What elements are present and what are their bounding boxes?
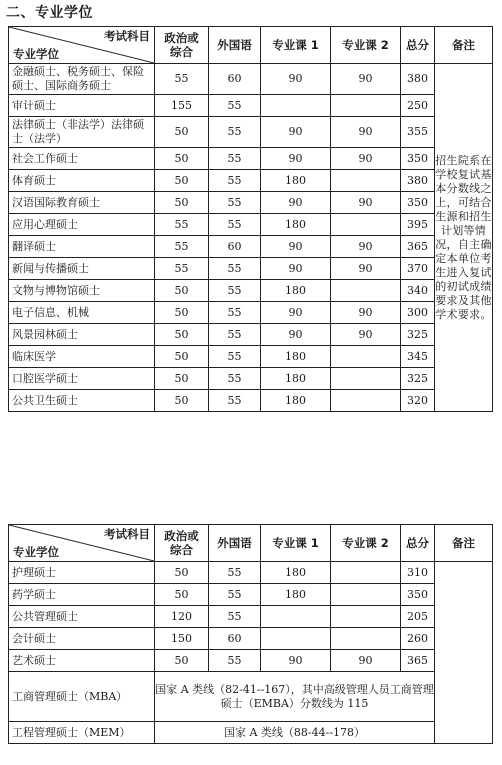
total-score: 250 — [401, 95, 435, 117]
foreign-score: 55 — [209, 95, 261, 117]
major1-score: 180 — [261, 280, 331, 302]
politics-score: 55 — [155, 214, 209, 236]
table-row — [9, 117, 493, 148]
total-score: 355 — [401, 117, 435, 148]
score-table-2 — [8, 524, 493, 744]
foreign-score: 55 — [209, 606, 261, 628]
foreign-score: 55 — [209, 170, 261, 192]
table-row — [9, 280, 493, 302]
major2-score — [331, 390, 401, 412]
foreign-score: 55 — [209, 650, 261, 672]
politics-score: 150 — [155, 628, 209, 650]
table-row — [9, 562, 493, 584]
major2-score: 90 — [331, 148, 401, 170]
foreign-score: 55 — [209, 390, 261, 412]
table-row-mem — [9, 722, 493, 744]
major2-score — [331, 584, 401, 606]
table-row — [9, 650, 493, 672]
total-score: 365 — [401, 236, 435, 258]
total-score: 310 — [401, 562, 435, 584]
header-total: 总分 — [401, 525, 435, 562]
degree-name: 会计硕士 — [9, 628, 155, 650]
politics-score: 50 — [155, 584, 209, 606]
total-score: 395 — [401, 214, 435, 236]
total-score: 260 — [401, 628, 435, 650]
degree-name: 金融硕士、税务硕士、保险硕士、国际商务硕士 — [9, 64, 155, 95]
foreign-score: 55 — [209, 562, 261, 584]
table-row — [9, 192, 493, 214]
mba-note: 国家 A 类线（82-41--167），其中高级管理人员工商管理硕士（EMBA）分数线为 115 — [155, 672, 435, 722]
major2-score — [331, 562, 401, 584]
degree-name: 文物与博物馆硕士 — [9, 280, 155, 302]
header-major1: 专业课 1 — [261, 27, 331, 64]
major1-score: 180 — [261, 390, 331, 412]
total-score: 350 — [401, 584, 435, 606]
table-row — [9, 346, 493, 368]
degree-name: 公共管理硕士 — [9, 606, 155, 628]
major1-score: 180 — [261, 170, 331, 192]
header-remark: 备注 — [435, 525, 493, 562]
header-politics: 政治或综合 — [155, 27, 209, 64]
table-row — [9, 368, 493, 390]
table-row-mba — [9, 672, 493, 722]
politics-score: 50 — [155, 562, 209, 584]
foreign-score: 55 — [209, 302, 261, 324]
politics-score: 50 — [155, 324, 209, 346]
table-row — [9, 628, 493, 650]
subject-label: 考试科目 — [104, 527, 150, 541]
foreign-score: 60 — [209, 628, 261, 650]
header-foreign: 外国语 — [209, 27, 261, 64]
foreign-score: 60 — [209, 64, 261, 95]
table-row — [9, 258, 493, 280]
major1-score: 90 — [261, 64, 331, 95]
degree-name: 护理硕士 — [9, 562, 155, 584]
major1-score — [261, 606, 331, 628]
total-score: 380 — [401, 64, 435, 95]
degree-name: 汉语国际教育硕士 — [9, 192, 155, 214]
major2-score — [331, 95, 401, 117]
major2-score: 90 — [331, 64, 401, 95]
major1-score: 180 — [261, 214, 331, 236]
politics-score: 50 — [155, 368, 209, 390]
header-diagonal-cell — [9, 27, 155, 64]
table-header-row — [9, 27, 493, 64]
total-score: 345 — [401, 346, 435, 368]
major1-score: 90 — [261, 236, 331, 258]
total-score: 350 — [401, 192, 435, 214]
degree-name: 公共卫生硕士 — [9, 390, 155, 412]
foreign-score: 55 — [209, 117, 261, 148]
table-row — [9, 236, 493, 258]
major1-score — [261, 95, 331, 117]
table-row — [9, 390, 493, 412]
total-score: 320 — [401, 390, 435, 412]
degree-name: 翻译硕士 — [9, 236, 155, 258]
table-row — [9, 584, 493, 606]
major1-score: 90 — [261, 302, 331, 324]
politics-score: 50 — [155, 302, 209, 324]
total-score: 365 — [401, 650, 435, 672]
total-score: 205 — [401, 606, 435, 628]
score-table-1 — [8, 26, 493, 412]
politics-score: 55 — [155, 236, 209, 258]
degree-name: 临床医学 — [9, 346, 155, 368]
total-score: 350 — [401, 148, 435, 170]
politics-score: 50 — [155, 170, 209, 192]
degree-name: 工程管理硕士（MEM） — [9, 722, 155, 744]
major1-score: 180 — [261, 584, 331, 606]
remark-text: 招生院系在学校复试基本分数线之上，可结合生源和招生计划等情况，自主确定本单位考生进入复试的初试成绩要求及其他学术要求。 — [435, 64, 493, 412]
degree-label: 专业学位 — [13, 47, 59, 61]
major1-score: 180 — [261, 368, 331, 390]
major1-score: 90 — [261, 192, 331, 214]
total-score: 325 — [401, 324, 435, 346]
major2-score — [331, 170, 401, 192]
foreign-score: 60 — [209, 236, 261, 258]
major2-score — [331, 368, 401, 390]
politics-score: 55 — [155, 258, 209, 280]
section-title: 二、专业学位 — [6, 5, 93, 21]
subject-label: 考试科目 — [104, 29, 150, 43]
header-foreign: 外国语 — [209, 525, 261, 562]
total-score: 325 — [401, 368, 435, 390]
major2-score — [331, 628, 401, 650]
major1-score: 90 — [261, 258, 331, 280]
total-score: 340 — [401, 280, 435, 302]
politics-score: 50 — [155, 117, 209, 148]
major2-score — [331, 346, 401, 368]
foreign-score: 55 — [209, 192, 261, 214]
header-major2: 专业课 2 — [331, 27, 401, 64]
degree-label: 专业学位 — [13, 545, 59, 559]
degree-name: 体育硕士 — [9, 170, 155, 192]
mem-note: 国家 A 类线（88-44--178） — [155, 722, 435, 744]
major1-score: 90 — [261, 650, 331, 672]
politics-score: 155 — [155, 95, 209, 117]
politics-score: 50 — [155, 192, 209, 214]
total-score: 300 — [401, 302, 435, 324]
degree-name: 电子信息、机械 — [9, 302, 155, 324]
degree-name: 风景园林硕士 — [9, 324, 155, 346]
remark-cell — [435, 562, 493, 744]
table-row — [9, 148, 493, 170]
major2-score — [331, 280, 401, 302]
politics-score: 120 — [155, 606, 209, 628]
major1-score: 90 — [261, 117, 331, 148]
header-total: 总分 — [401, 27, 435, 64]
politics-score: 50 — [155, 650, 209, 672]
table-row — [9, 95, 493, 117]
major1-score: 180 — [261, 562, 331, 584]
major1-score: 180 — [261, 346, 331, 368]
major1-score — [261, 628, 331, 650]
major2-score — [331, 606, 401, 628]
table-row — [9, 606, 493, 628]
degree-name: 艺术硕士 — [9, 650, 155, 672]
total-score: 380 — [401, 170, 435, 192]
degree-name: 法律硕士（非法学）法律硕士（法学） — [9, 117, 155, 148]
header-major1: 专业课 1 — [261, 525, 331, 562]
major2-score: 90 — [331, 650, 401, 672]
major2-score: 90 — [331, 324, 401, 346]
foreign-score: 55 — [209, 280, 261, 302]
table-row — [9, 302, 493, 324]
table-header-row — [9, 525, 493, 562]
major2-score: 90 — [331, 117, 401, 148]
major2-score — [331, 214, 401, 236]
degree-name: 药学硕士 — [9, 584, 155, 606]
header-remark: 备注 — [435, 27, 493, 64]
degree-name: 社会工作硕士 — [9, 148, 155, 170]
foreign-score: 55 — [209, 324, 261, 346]
politics-score: 50 — [155, 148, 209, 170]
major1-score: 90 — [261, 148, 331, 170]
total-score: 370 — [401, 258, 435, 280]
politics-score: 50 — [155, 280, 209, 302]
foreign-score: 55 — [209, 346, 261, 368]
degree-name: 新闻与传播硕士 — [9, 258, 155, 280]
header-politics: 政治或综合 — [155, 525, 209, 562]
politics-score: 50 — [155, 346, 209, 368]
table-row — [9, 170, 493, 192]
foreign-score: 55 — [209, 584, 261, 606]
major2-score: 90 — [331, 302, 401, 324]
table-row — [9, 64, 493, 95]
foreign-score: 55 — [209, 258, 261, 280]
politics-score: 50 — [155, 390, 209, 412]
foreign-score: 55 — [209, 214, 261, 236]
foreign-score: 55 — [209, 368, 261, 390]
header-major2: 专业课 2 — [331, 525, 401, 562]
foreign-score: 55 — [209, 148, 261, 170]
header-diagonal-cell — [9, 525, 155, 562]
degree-name: 应用心理硕士 — [9, 214, 155, 236]
table-row — [9, 324, 493, 346]
major2-score: 90 — [331, 192, 401, 214]
table-row — [9, 214, 493, 236]
degree-name: 工商管理硕士（MBA） — [9, 672, 155, 722]
degree-name: 口腔医学硕士 — [9, 368, 155, 390]
major2-score: 90 — [331, 258, 401, 280]
degree-name: 审计硕士 — [9, 95, 155, 117]
major2-score: 90 — [331, 236, 401, 258]
politics-score: 55 — [155, 64, 209, 95]
major1-score: 90 — [261, 324, 331, 346]
